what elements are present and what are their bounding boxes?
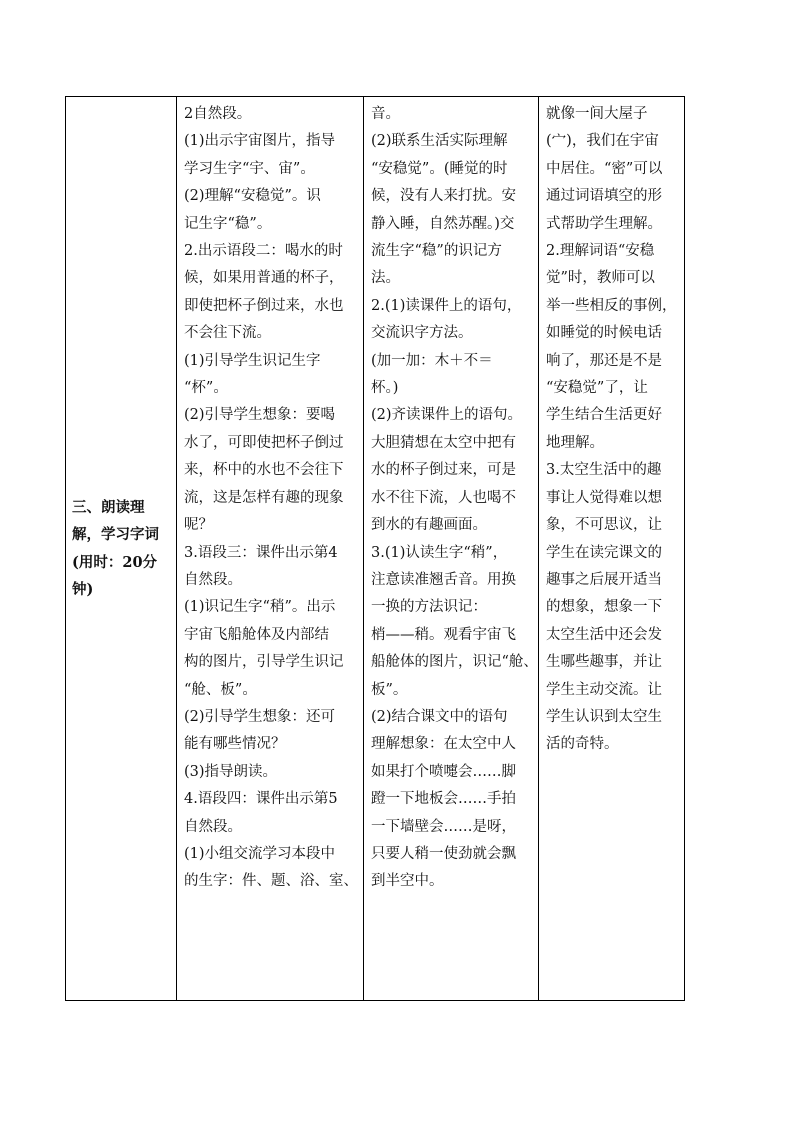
text-line: 大胆猜想在太空中把有 bbox=[371, 434, 516, 451]
text-line: 蹬一下地板会……手拍 bbox=[371, 791, 516, 808]
text-line: 杯。) bbox=[371, 380, 399, 397]
text-line: 到水的有趣画面。 bbox=[371, 517, 487, 534]
text-line: 觉”时，教师可以 bbox=[546, 270, 655, 287]
text-line: 一换的方法识记： bbox=[371, 599, 487, 616]
table-row bbox=[66, 97, 685, 1001]
text-line: 学生主动交流。让 bbox=[546, 681, 662, 698]
text-line: 板”。 bbox=[371, 681, 408, 698]
text-line: 候，没有人来打扰。安 bbox=[371, 188, 516, 205]
text-line: (2)理解“安稳觉”。识 bbox=[184, 188, 321, 205]
text-line: 水的杯子倒过来，可是 bbox=[371, 462, 516, 479]
text-line: 事让人觉得难以想 bbox=[546, 489, 662, 506]
text-line: (2)齐读课件上的语句。 bbox=[371, 407, 523, 424]
text-line: 2.出示语段二：喝水的时 bbox=[184, 243, 343, 260]
text-line: 注意读准翘舌音。用换 bbox=[371, 571, 516, 588]
text-line: 的想象，想象一下 bbox=[546, 599, 662, 616]
text-line: 响了，那还是不是 bbox=[546, 352, 662, 369]
text-line: 静入睡，自然苏醒。)交 bbox=[371, 215, 515, 232]
text-line: 来，杯中的水也不会往下 bbox=[184, 462, 344, 479]
text-line: (1)识记生字“稍”。出示 bbox=[184, 599, 336, 616]
text-line: 的生字：件、题、浴、室、 bbox=[184, 873, 358, 890]
text-line: (2)结合课文中的语句 bbox=[371, 708, 508, 725]
text-line: 不会往下流。 bbox=[184, 325, 271, 342]
text-line: 学生在读完课文的 bbox=[546, 544, 662, 561]
text-line: 学习生字“宇、宙”。 bbox=[184, 160, 315, 177]
text-line: 举一些相反的事例， bbox=[546, 297, 677, 314]
text-line: 自然段。 bbox=[184, 818, 242, 835]
text-line: 如果打个喷嚏会……脚 bbox=[371, 763, 516, 780]
text-line: 就像一间大屋子 bbox=[546, 106, 648, 122]
text-line: (宀)，我们在宇宙 bbox=[546, 133, 659, 150]
text-line: 只要人稍一使劲就会飘 bbox=[371, 845, 516, 862]
text-line: 中居住。“密”可以 bbox=[546, 160, 663, 177]
text-line: 活的奇特。 bbox=[546, 736, 619, 753]
text-line: 水不往下流，人也喝不 bbox=[371, 489, 516, 506]
text-line: (1)引导学生识记生字 bbox=[184, 352, 321, 369]
text-line: 理解想象：在太空中人 bbox=[371, 736, 516, 753]
text-line: 候，如果用普通的杯子， bbox=[184, 270, 344, 287]
text-line: 学生结合生活更好 bbox=[546, 407, 662, 424]
text-line: (2)联系生活实际理解 bbox=[371, 133, 508, 150]
text-line: 到半空中。 bbox=[371, 873, 444, 890]
text-line: 构的图片，引导学生识记 bbox=[184, 654, 344, 671]
text-line: (加一加：木＋不＝ bbox=[371, 352, 493, 369]
design-intent-cell bbox=[539, 97, 685, 1001]
text-line: (2)引导学生想象：要喝 bbox=[184, 407, 336, 424]
text-line: “杯”。 bbox=[184, 380, 228, 397]
text-line: (1)小组交流学习本段中 bbox=[184, 845, 336, 862]
text-line: (3)指导朗读。 bbox=[184, 763, 278, 780]
text-line: 流，这是怎样有趣的现象 bbox=[184, 489, 344, 506]
text-line: 呢？ bbox=[184, 517, 213, 534]
text-line: “安稳觉”了，让 bbox=[546, 380, 648, 397]
text-line: (1)出示宇宙图片，指导 bbox=[184, 133, 336, 150]
text-line: 梢——稍。观看宇宙飞 bbox=[371, 626, 516, 643]
text-line: 4.语段四：课件出示第5 bbox=[184, 791, 338, 808]
text-line: (2)引导学生想象：还可 bbox=[184, 708, 336, 725]
text-line: 生哪些趣事，并让 bbox=[546, 654, 662, 671]
teacher-activity-cell bbox=[177, 97, 364, 1001]
text-line: 一下墙壁会……是呀， bbox=[371, 818, 516, 835]
text-line: “安稳觉”。(睡觉的时 bbox=[371, 160, 508, 177]
text-line: 象，不可思议，让 bbox=[546, 517, 662, 534]
student-activity-cell bbox=[364, 97, 539, 1001]
text-line: 音。 bbox=[371, 106, 400, 122]
text-line: 即使把杯子倒过来，水也 bbox=[184, 297, 344, 314]
text-line: 趣事之后展开适当 bbox=[546, 571, 662, 588]
text-line: 3.太空生活中的趣 bbox=[546, 462, 662, 479]
text-line: 2.(1)读课件上的语句， bbox=[371, 297, 522, 314]
text-line: 水了，可即使把杯子倒过 bbox=[184, 434, 344, 451]
lesson-plan-table bbox=[65, 96, 685, 1001]
text-line: 学生认识到太空生 bbox=[546, 708, 662, 725]
text-line: 流生字“稳”的识记方 bbox=[371, 243, 502, 260]
text-line: 船舱体的图片，识记“舱、 bbox=[371, 654, 538, 671]
text-line: 2.理解词语“安稳 bbox=[546, 243, 655, 260]
text-line: 能有哪些情况？ bbox=[184, 736, 286, 753]
text-line: 3.(1)认读生字“稍”， bbox=[371, 544, 508, 561]
text-line: 交流识字方法。 bbox=[371, 325, 473, 342]
stage-cell: 三、朗读理解，学习字词(用时：20分钟) bbox=[66, 97, 177, 1001]
text-line: 自然段。 bbox=[184, 571, 242, 588]
text-line: 宇宙飞船舱体及内部结 bbox=[184, 626, 329, 643]
text-line: 3.语段三：课件出示第4 bbox=[184, 544, 338, 561]
text-line: 如睡觉的时候电话 bbox=[546, 325, 662, 342]
text-line: “舱、板”。 bbox=[184, 681, 257, 698]
text-line: 太空生活中还会发 bbox=[546, 626, 662, 643]
text-line: 法。 bbox=[371, 270, 400, 287]
text-line: 通过词语填空的形 bbox=[546, 188, 662, 205]
text-line: 地理解。 bbox=[546, 434, 604, 451]
text-line: 式帮助学生理解。 bbox=[546, 215, 662, 232]
text-line: 记生字“稳”。 bbox=[184, 215, 272, 232]
text-line: 2自然段。 bbox=[184, 106, 252, 122]
